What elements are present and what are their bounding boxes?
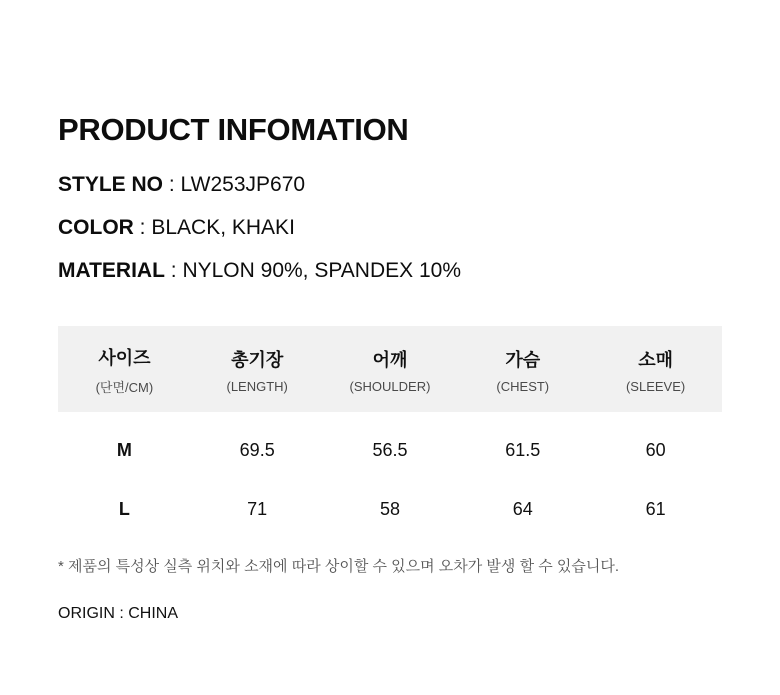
info-sep-style-no: : [163,173,181,196]
row-m-shoulder: 56.5 [372,440,408,460]
origin-text: ORIGIN : CHINA [58,605,179,622]
row-m-size: M [116,440,132,460]
size-table-header-sleeve-main: 소매 [638,350,673,370]
info-value-style-no: LW253JP670 [180,173,306,196]
measurement-note: * 제품의 특성상 실측 위치와 소재에 따라 상이할 수 있으며 오차가 발생 할 수 있습니다. [58,558,620,575]
size-table-header-shoulder [324,326,457,412]
size-table-header-shoulder-sub: (SHOULDER) [349,379,431,394]
size-table-header-length [191,326,324,412]
size-table-header-size [58,326,191,412]
product-info-list [58,174,722,281]
row-l-chest: 64 [512,499,533,519]
size-table-header-shoulder-main: 어깨 [372,350,408,370]
info-sep-material: : [164,259,183,282]
info-sep-color: : [133,216,152,239]
size-table-header-chest-main: 가슴 [505,350,541,370]
info-value-color: BLACK, KHAKI [151,216,295,239]
size-table-header-size-sub: (단면/CM) [95,380,154,395]
info-label-color: COLOR [58,216,134,239]
page-title: PRODUCT INFOMATION [58,112,409,147]
table-row [58,479,722,538]
size-table [58,326,722,538]
info-label-style-no: STYLE NO [58,173,164,196]
row-m-sleeve: 60 [645,440,666,460]
info-row-color [58,217,722,238]
row-l-length: 71 [247,499,268,519]
size-table-header-length-sub: (LENGTH) [226,379,288,394]
row-m-length: 69.5 [239,440,275,460]
row-l-sleeve: 61 [645,499,666,519]
info-value-material: NYLON 90%, SPANDEX 10% [182,259,462,282]
info-label-material: MATERIAL [58,259,165,282]
size-table-body [58,412,722,538]
size-table-header-sleeve-sub: (SLEEVE) [625,379,686,394]
row-l-shoulder: 58 [379,499,400,519]
size-table-header-sleeve [589,326,722,412]
size-table-header-chest-sub: (CHEST) [496,379,550,394]
size-table-header-row [58,326,722,412]
info-row-material [58,260,722,281]
info-row-style-no [58,174,722,195]
table-row [58,412,722,479]
size-table-head [58,326,722,412]
size-table-header-chest [456,326,589,412]
size-table-header-length-main: 총기장 [231,350,284,370]
row-m-chest: 61.5 [505,440,541,460]
size-table-header-size-main: 사이즈 [98,348,151,368]
row-l-size: L [118,499,130,519]
